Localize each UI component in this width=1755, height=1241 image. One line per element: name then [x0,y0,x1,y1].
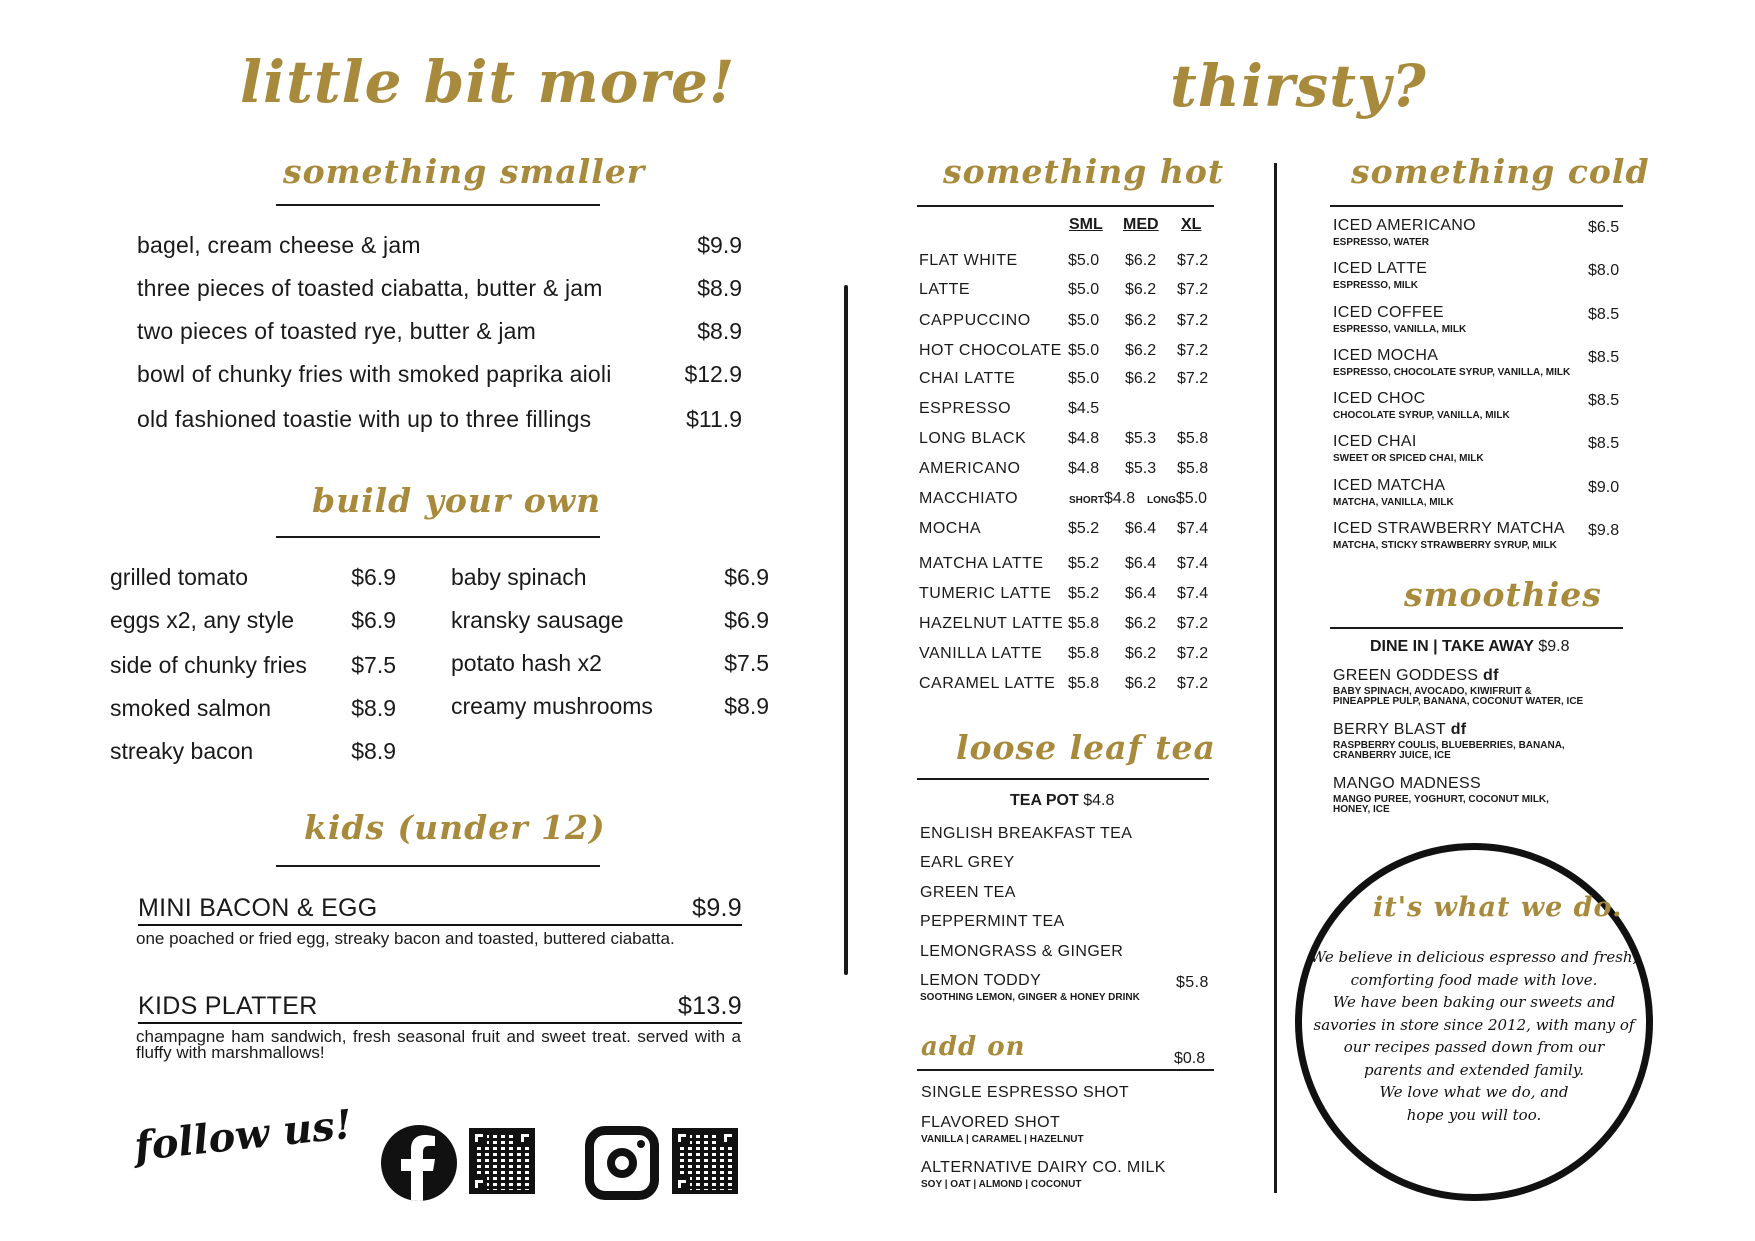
qr-marker [471,1130,487,1146]
smoothie-description: RASPBERRY COULIS, BLUEBERRIES, BANANA, [1333,740,1565,751]
item-name: side of chunky fries [110,652,307,678]
item-price: $6.9 [351,564,396,590]
price-sml: $5.2 [1068,520,1100,537]
size-header: MED [1123,216,1159,233]
divider [917,205,1214,207]
item-name: KIDS PLATTER [138,992,318,1020]
menu-item [110,564,396,591]
smoothie-description: CRANBERRY JUICE, ICE [1333,750,1451,761]
about-line: hope you will too. [1406,1105,1542,1124]
drink-description: ESPRESSO, WATER [1333,237,1429,248]
drink-name: LONG BLACK [919,430,1027,447]
addon-price: $0.8 [1174,1050,1206,1067]
smoothie-description: PINEAPPLE PULP, BANANA, COCONUT WATER, ICE [1333,696,1584,707]
menu-item [137,318,742,345]
price-xl: $7.2 [1177,645,1209,662]
price-xl: $7.2 [1177,281,1209,298]
drink-description: ESPRESSO, MILK [1333,280,1419,291]
price-med: $6.4 [1125,585,1157,602]
tea-name: EARL GREY [920,854,1015,871]
about-text [1305,946,1643,1126]
kids-item [138,992,742,1024]
price-med: $6.2 [1125,312,1157,329]
smoothie-price: $9.8 [1538,638,1570,655]
item-name: creamy mushrooms [451,693,653,719]
price-med: $5.3 [1125,460,1157,477]
item-description: one poached or fried egg, streaky bacon and toasted, buttered ciabatta. [136,929,675,948]
drink-description: ESPRESSO, CHOCOLATE SYRUP, VANILLA, MILK [1333,367,1571,378]
item-name: smoked salmon [110,695,272,721]
price-sml: $5.0 [1068,252,1100,269]
menu-item [110,652,396,679]
drink-name: ICED MOCHA [1333,347,1439,364]
instagram-icon[interactable] [585,1126,659,1200]
addon-name: SINGLE ESPRESSO SHOT [921,1084,1130,1101]
section-heading-kids: kids (under 12) [304,808,606,847]
smoothie-description: MANGO PUREE, YOGHURT, COCONUT MILK, [1333,794,1549,805]
menu-item [137,275,742,302]
drink-name: ICED MATCHA [1333,477,1446,494]
item-description: champagne ham sandwich, fresh seasonal fruit and sweet treat. served with a fluffy with marshmallows! [136,1027,741,1062]
drink-price: $9.8 [1588,522,1620,539]
item-name: bagel, cream cheese & jam [137,232,421,258]
drink-name: CAPPUCCINO [919,312,1031,329]
item-price: $6.9 [351,607,396,633]
item-price: $13.9 [677,992,742,1020]
price-med: $6.2 [1125,645,1157,662]
smoothie-name [1333,667,1499,685]
menu-item [137,361,742,388]
drink-price: $8.0 [1588,262,1620,279]
tea-name: LEMON TODDY [920,972,1042,989]
drink-name: HOT CHOCOLATE [919,342,1062,359]
tea-name: GREEN TEA [920,884,1016,901]
price-xl: $5.8 [1177,430,1209,447]
item-name: streaky bacon [110,738,254,764]
item-name: kransky sausage [451,607,624,633]
price-sml: $5.2 [1068,585,1100,602]
drink-name: FLAT WHITE [919,252,1018,269]
column-divider [1274,163,1277,1193]
price-value: $5.0 [1175,490,1208,507]
item-price: $11.9 [686,406,742,432]
smoothie-title: BERRY BLAST [1333,721,1446,738]
about-line: We have been baking our sweets and [1332,993,1616,1011]
facebook-icon[interactable] [381,1125,457,1201]
drink-name: ICED CHAI [1333,433,1417,450]
left-title: little bit more! [240,48,736,116]
price-xl: $7.2 [1177,615,1209,632]
qr-code[interactable] [672,1128,738,1194]
drink-price: $8.5 [1588,306,1620,323]
divider [276,536,600,538]
size-header: SML [1069,216,1103,233]
drink-name: ESPRESSO [919,400,1012,417]
price-xl: $7.2 [1177,252,1209,269]
teapot-price: $4.8 [1083,792,1115,809]
tea-name: LEMONGRASS & GINGER [920,943,1124,960]
menu-item [451,564,769,591]
drink-name: HAZELNUT LATTE [919,615,1064,632]
price-sml: $4.8 [1068,430,1100,447]
item-name: old fashioned toastie with up to three fillings [137,406,592,432]
drink-price-long [1147,490,1207,508]
about-line: savories in store since 2012, with many of [1313,1015,1635,1034]
drink-price: $9.0 [1588,479,1620,496]
tea-price: $5.8 [1176,974,1209,991]
divider [1330,205,1623,207]
instagram-lens [607,1148,637,1178]
drink-name: CHAI LATTE [919,370,1016,387]
item-name: two pieces of toasted rye, butter & jam [137,318,536,344]
drink-name: VANILLA LATTE [919,645,1043,662]
menu-item [110,738,396,765]
price-xl: $7.4 [1177,520,1209,537]
item-name: three pieces of toasted ciabatta, butter & jam [137,275,603,301]
price-med: $6.2 [1125,370,1157,387]
price-med: $5.3 [1125,430,1157,447]
price-sml: $5.0 [1068,342,1100,359]
smoothie-title: GREEN GODDESS [1333,667,1479,684]
price-sml: $5.2 [1068,555,1100,572]
smoothie-description: BABY SPINACH, AVOCADO, KIWIFRUIT & [1333,686,1532,697]
right-title: thirsty? [1170,52,1427,120]
section-heading-tea: loose leaf tea [956,728,1216,767]
price-sml: $5.0 [1068,312,1100,329]
dairy-free-tag: df [1445,721,1467,738]
price-sml: $5.8 [1068,675,1100,692]
drink-price: $8.5 [1588,392,1620,409]
item-price: $6.9 [724,607,769,633]
item-name: MINI BACON & EGG [138,894,378,922]
drink-description: SWEET OR SPICED CHAI, MILK [1333,453,1484,464]
qr-marker [720,1130,736,1146]
price-med: $6.2 [1125,252,1157,269]
menu-item [451,693,769,720]
drink-name: MACCHIATO [919,490,1019,507]
smoothie-price-line [1370,638,1570,656]
smoothie-name [1333,721,1466,739]
price-xl: $7.2 [1177,675,1209,692]
qr-marker [674,1176,690,1192]
drink-name: ICED LATTE [1333,260,1428,277]
price-sml: $4.5 [1068,400,1100,417]
addon-description: VANILLA | CARAMEL | HAZELNUT [921,1134,1084,1145]
drink-name: MOCHA [919,520,982,537]
drink-price: $8.5 [1588,349,1620,366]
kids-item [138,894,742,926]
about-line: parents and extended family. [1363,1060,1585,1079]
teapot-line [1010,792,1114,810]
qr-code[interactable] [469,1128,535,1194]
menu-item [110,607,396,634]
drink-price: $8.5 [1588,435,1620,452]
price-med: $6.4 [1125,520,1157,537]
item-price: $7.5 [724,650,769,676]
drink-name: MATCHA LATTE [919,555,1044,572]
price-value: $4.8 [1104,490,1136,507]
about-line: We believe in delicious espresso and fresh, [1310,948,1638,966]
about-line: comforting food made with love. [1350,970,1598,989]
brush-divider [844,285,848,975]
item-price: $9.9 [692,894,742,922]
dine-in-label: DINE IN | TAKE AWAY [1370,638,1534,655]
divider [276,865,600,867]
smoothie-description: HONEY, ICE [1333,804,1390,815]
price-med: $6.2 [1125,615,1157,632]
addon-name: ALTERNATIVE DAIRY CO. MILK [921,1159,1166,1176]
menu-item [137,406,742,433]
menu-item [110,695,396,722]
about-line: We love what we do, and [1379,1083,1569,1101]
drink-name: LATTE [919,281,971,298]
teapot-label: TEA POT [1010,792,1079,809]
menu-item [137,232,742,259]
price-med: $6.2 [1125,675,1157,692]
item-price: $8.9 [697,318,742,344]
drink-name: TUMERIC LATTE [919,585,1052,602]
section-heading-smoothies: smoothies [1404,575,1602,614]
about-line: our recipes passed down from our [1343,1038,1605,1056]
size-header: XL [1181,216,1202,233]
section-heading-hot: something hot [943,152,1225,191]
item-name: eggs x2, any style [110,607,295,633]
drink-description: CHOCOLATE SYRUP, VANILLA, MILK [1333,410,1510,421]
price-sml: $4.8 [1068,460,1100,477]
section-heading-cold: something cold [1351,152,1650,191]
price-xl: $7.4 [1177,585,1209,602]
divider [917,778,1209,780]
price-med: $6.2 [1125,281,1157,298]
follow-us-logo: follow us! [132,1100,355,1171]
addon-description: SOY | OAT | ALMOND | COCONUT [921,1179,1082,1190]
section-heading-smaller: something smaller [283,152,646,191]
item-price: $9.9 [697,232,742,258]
item-name: grilled tomato [110,564,249,590]
tea-name: PEPPERMINT TEA [920,913,1065,930]
divider [276,204,600,206]
drink-name: ICED COFFEE [1333,304,1444,321]
price-xl: $5.8 [1177,460,1209,477]
drink-name: ICED STRAWBERRY MATCHA [1333,520,1565,537]
section-heading-build: build your own [312,481,602,520]
qr-marker [517,1130,533,1146]
price-sml: $5.8 [1068,645,1100,662]
smoothie-title: MANGO MADNESS [1333,775,1481,792]
price-med: $6.2 [1125,342,1157,359]
item-price: $7.5 [351,652,396,678]
price-xl: $7.2 [1177,370,1209,387]
about-heading: it's what we do. [1373,892,1623,923]
price-xl: $7.2 [1177,342,1209,359]
item-name: baby spinach [451,564,587,590]
item-price: $8.9 [724,693,769,719]
menu-item [451,650,769,677]
drink-name: ICED AMERICANO [1333,217,1476,234]
item-price: $6.9 [724,564,769,590]
item-price: $12.9 [684,361,742,387]
dairy-free-tag: df [1478,667,1499,684]
drink-description: ESPRESSO, VANILLA, MILK [1333,324,1467,335]
qr-marker [471,1176,487,1192]
size-prefix: SHORT [1069,495,1104,506]
price-med: $6.4 [1125,555,1157,572]
drink-description: MATCHA, STICKY STRAWBERRY SYRUP, MILK [1333,540,1557,551]
item-price: $8.9 [697,275,742,301]
drink-price: $6.5 [1588,219,1620,236]
divider [1330,627,1623,629]
price-xl: $7.2 [1177,312,1209,329]
item-price: $8.9 [351,738,396,764]
facebook-glyph [381,1125,457,1201]
price-xl: $7.4 [1177,555,1209,572]
divider [917,1069,1214,1071]
tea-name: ENGLISH BREAKFAST TEA [920,825,1133,842]
item-price: $8.9 [351,695,396,721]
instagram-dot [637,1140,645,1148]
qr-marker [674,1130,690,1146]
tea-description: SOOTHING LEMON, GINGER & HONEY DRINK [920,992,1140,1003]
drink-name: ICED CHOC [1333,390,1426,407]
size-prefix: LONG [1147,495,1176,506]
smoothie-name [1333,775,1481,793]
drink-description: MATCHA, VANILLA, MILK [1333,497,1454,508]
drink-price-short [1069,490,1135,508]
addon-name: FLAVORED SHOT [921,1114,1061,1131]
price-sml: $5.0 [1068,370,1100,387]
drink-name: AMERICANO [919,460,1021,477]
price-sml: $5.0 [1068,281,1100,298]
section-heading-addon: add on [921,1032,1026,1062]
price-sml: $5.8 [1068,615,1100,632]
drink-name: CARAMEL LATTE [919,675,1056,692]
item-name: potato hash x2 [451,650,602,676]
menu-item [451,607,769,634]
item-name: bowl of chunky fries with smoked paprika aioli [137,361,612,387]
